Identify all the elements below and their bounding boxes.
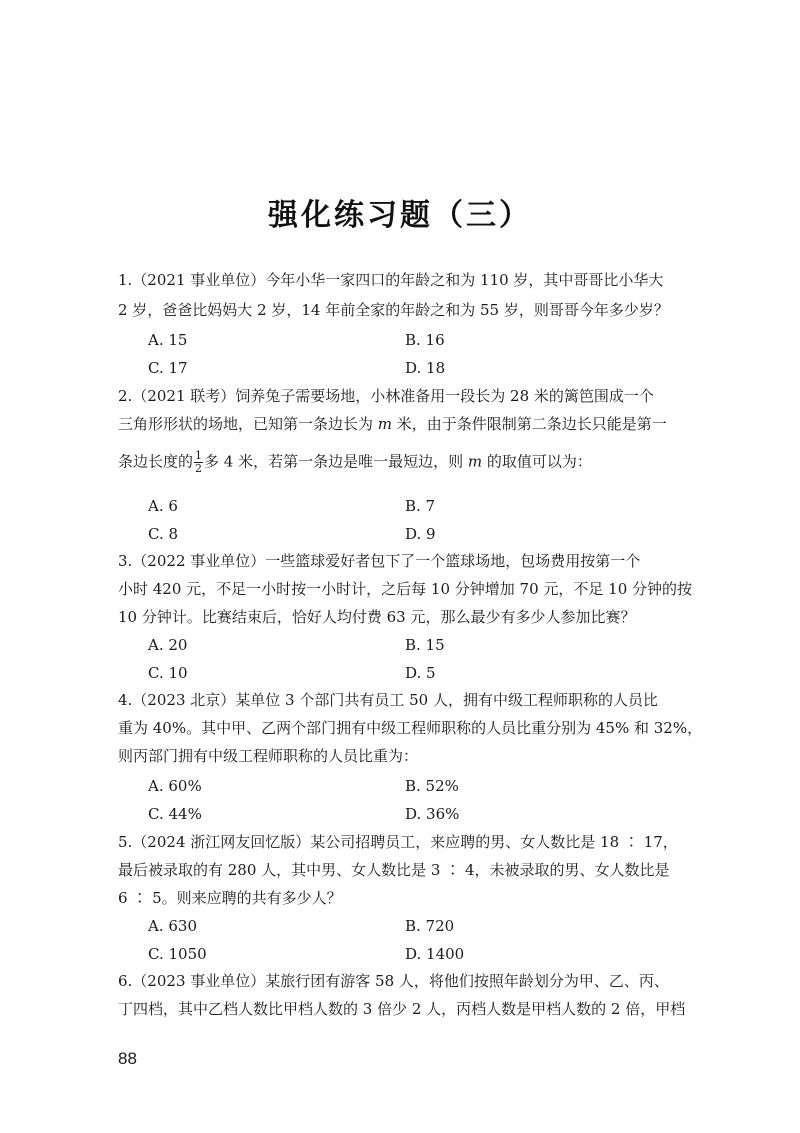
q5-option-c: C. 1050 — [148, 945, 207, 963]
q2-line-2 — [118, 414, 667, 434]
q1-line-2: 2 岁，爸爸比妈妈大 2 岁，14 年前全家的年龄之和为 55 岁，则哥哥今年多少岁？ — [118, 301, 669, 319]
q3-line-1: 3.（2022 事业单位）一些篮球爱好者包下了一个篮球场地，包场费用按第一个 — [118, 552, 641, 570]
q4-line-2: 重为 40%。其中甲、乙两个部门拥有中级工程师职称的人员比重分别为 45% 和 32%， — [118, 719, 703, 737]
q2-option-a: A. 6 — [148, 497, 178, 515]
q2-fraction — [194, 450, 203, 475]
q1-option-b: B. 16 — [405, 331, 445, 349]
q2-variable-m-2: m — [467, 452, 483, 471]
q6-line-1: 6.（2023 事业单位）某旅行团有游客 58 人，将他们按照年龄划分为甲、乙、丙、 — [118, 972, 669, 990]
q5-option-d: D. 1400 — [405, 945, 465, 963]
q2-line-2-text-a: 三角形形状的场地，已知第一条边长为 — [118, 415, 378, 433]
q3-option-a: A. 20 — [148, 636, 188, 654]
q2-option-c: C. 8 — [148, 525, 179, 543]
q5-line-3: 6 ∶ 5。则来应聘的共有多少人？ — [118, 889, 342, 907]
q2-line-3 — [118, 450, 592, 475]
q2-option-d: D. 9 — [405, 525, 436, 543]
q2-fraction-numerator: 1 — [195, 449, 203, 462]
q4-option-d: D. 36% — [405, 805, 460, 823]
q1-option-c: C. 17 — [148, 359, 188, 377]
q2-fraction-denominator: 2 — [195, 462, 203, 475]
q5-line-2: 最后被录取的有 280 人，其中男、女人数比是 3 ∶ 4，未被录取的男、女人数比是 — [118, 861, 670, 879]
q5-option-b: B. 720 — [405, 917, 455, 935]
q3-line-2: 小时 420 元，不足一小时按一小时计，之后每 10 分钟增加 70 元，不足 10 分钟的按 — [118, 580, 693, 598]
q3-option-d: D. 5 — [405, 664, 436, 682]
q2-line-3-text-a: 条边长度的 — [118, 452, 194, 471]
q3-option-c: C. 10 — [148, 664, 188, 682]
page-number: 88 — [118, 1049, 137, 1068]
q6-line-2: 丁四档，其中乙档人数比甲档人数的 3 倍少 2 人，丙档人数是甲档人数的 2 倍，甲档 — [118, 1000, 686, 1018]
q5-line-1: 5.（2024 浙江网友回忆版）某公司招聘员工，来应聘的男、女人数比是 18 ∶ 17， — [118, 833, 678, 851]
q2-line-2-text-b: 米，由于条件限制第二条边长只能是第一 — [392, 415, 667, 433]
q2-line-3-text-b: 多 4 米，若第一条边是唯一最短边，则 — [204, 452, 468, 471]
q1-option-a: A. 15 — [148, 331, 188, 349]
q4-option-c: C. 44% — [148, 805, 202, 823]
q2-variable-m: m — [377, 415, 393, 433]
q1-line-1: 1.（2021 事业单位）今年小华一家四口的年龄之和为 110 岁，其中哥哥比小华大 — [118, 271, 664, 289]
q2-option-b: B. 7 — [405, 497, 436, 515]
q3-line-3: 10 分钟计。比赛结束后，恰好人均付费 63 元，那么最少有多少人参加比赛？ — [118, 608, 636, 626]
q5-option-a: A. 630 — [148, 917, 197, 935]
q4-line-1: 4.（2023 北京）某单位 3 个部门共有员工 50 人，拥有中级工程师职称的人员比 — [118, 691, 658, 709]
q3-option-b: B. 15 — [405, 636, 445, 654]
q4-option-b: B. 52% — [405, 777, 459, 795]
q2-line-3-text-c: 的取值可以为： — [482, 452, 592, 471]
q4-option-a: A. 60% — [148, 777, 202, 795]
q4-line-3: 则丙部门拥有中级工程师职称的人员比重为： — [118, 747, 419, 765]
q1-option-d: D. 18 — [405, 359, 446, 377]
page-title: 强化练习题（三） — [268, 198, 532, 233]
q2-line-1: 2.（2021 联考）饲养兔子需要场地，小林准备用一段长为 28 米的篱笆围成一个 — [118, 387, 654, 405]
